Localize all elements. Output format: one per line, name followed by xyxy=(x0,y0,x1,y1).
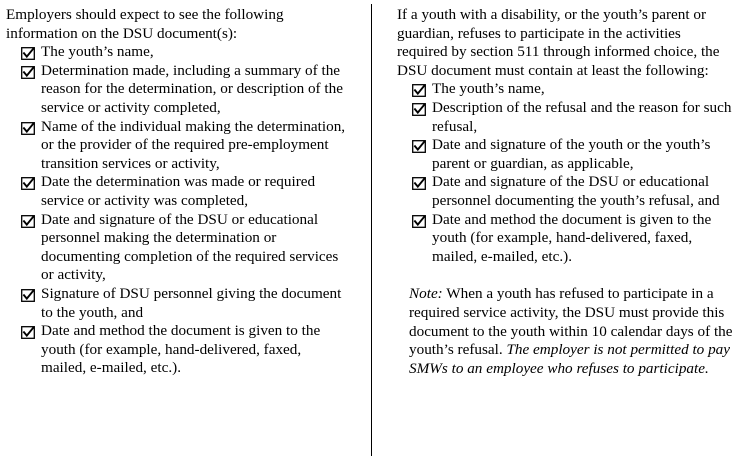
list-item: Name of the individual making the determination, or the provider of the required pre-employment transition services or activity, xyxy=(6,118,346,174)
checked-checkbox-icon xyxy=(412,140,426,153)
checked-checkbox-icon xyxy=(412,84,426,97)
note-text: When a youth has refused to participate in a required service activity, the DSU must provide this document to the youth within 10 calendar days of the youth’s refusal. xyxy=(409,285,733,359)
list-item: Date and signature of the DSU or educational personnel making the determination or documenting completion of the required services or activity, xyxy=(6,211,346,285)
checked-checkbox-icon xyxy=(21,47,35,60)
checked-checkbox-icon xyxy=(21,289,35,302)
list-item: The youth’s name, xyxy=(6,43,346,62)
list-item: The youth’s name, xyxy=(397,80,735,99)
right-column xyxy=(397,6,735,378)
list-item: Date and signature of the DSU or educational personnel documenting the youth’s refusal, and xyxy=(397,173,735,210)
checked-checkbox-icon xyxy=(21,177,35,190)
checked-checkbox-icon xyxy=(21,66,35,79)
checked-checkbox-icon xyxy=(412,215,426,228)
refusal-note xyxy=(397,285,735,378)
left-column xyxy=(6,6,346,378)
list-item: Description of the refusal and the reason for such refusal, xyxy=(397,99,735,136)
right-intro: If a youth with a disability, or the youth’s parent or guardian, refuses to participate in the activities required by section 511 through informed choice, the DSU document must contain at least the following: xyxy=(397,6,720,79)
left-intro: Employers should expect to see the following information on the DSU document(s): xyxy=(6,6,284,42)
note-emphasis: The employer is not permitted to pay SMWs to an employee who refuses to participate. xyxy=(409,341,730,377)
column-divider xyxy=(371,4,372,456)
checked-checkbox-icon xyxy=(21,215,35,228)
right-checklist xyxy=(397,80,735,266)
list-item: Date and signature of the youth or the youth’s parent or guardian, as applicable, xyxy=(397,136,735,173)
list-item: Date and method the document is given to the youth (for example, hand-delivered, faxed, mailed, e-mailed, etc.). xyxy=(397,211,735,267)
checked-checkbox-icon xyxy=(21,326,35,339)
checked-checkbox-icon xyxy=(21,122,35,135)
list-item: Date and method the document is given to the youth (for example, hand-delivered, faxed, mailed, e-mailed, etc.). xyxy=(6,322,346,378)
checked-checkbox-icon xyxy=(412,177,426,190)
list-item: Determination made, including a summary of the reason for the determination, or description of the service or activity completed, xyxy=(6,62,346,118)
list-item: Signature of DSU personnel giving the document to the youth, and xyxy=(6,285,346,322)
left-checklist xyxy=(6,43,346,378)
list-item: Date the determination was made or required service or activity was completed, xyxy=(6,173,346,210)
checked-checkbox-icon xyxy=(412,103,426,116)
note-label: Note: xyxy=(409,285,443,303)
